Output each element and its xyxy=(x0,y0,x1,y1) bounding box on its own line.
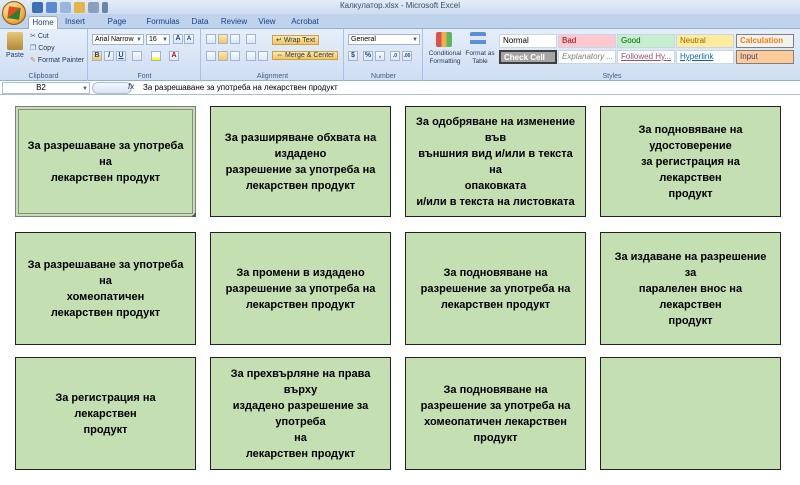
font-group-label: Font xyxy=(137,73,152,80)
office-button[interactable] xyxy=(2,1,26,25)
currency-button[interactable]: $ xyxy=(348,51,358,61)
tile-label: За разрешаване за употреба на лекарствен продукт xyxy=(27,139,184,184)
tile-label: За промени в издадено разрешение за употреба на лекарствен продукт xyxy=(225,266,376,311)
chevron-down-icon: ▼ xyxy=(412,37,418,43)
tile-label: За издаване на разрешение за паралелен внос на лекарствен продукт xyxy=(614,250,767,327)
style-bad[interactable]: Bad xyxy=(558,34,616,48)
chevron-down-icon: ▼ xyxy=(82,86,88,92)
tile-button[interactable] xyxy=(15,232,196,345)
underline-button[interactable]: U xyxy=(116,51,126,61)
shrink-font-button[interactable]: A xyxy=(184,34,194,44)
style-normal[interactable]: Normal xyxy=(499,34,557,48)
percent-button[interactable]: % xyxy=(364,52,372,59)
tile-button[interactable] xyxy=(15,357,196,470)
copy-button[interactable]: ❐ Copy xyxy=(30,45,55,52)
bold-button[interactable]: B xyxy=(92,51,102,61)
style-check-cell[interactable]: Check Cell xyxy=(499,50,557,64)
tile-label: За подновяване на разрешение за употреба на хомеопатичен лекарствен продукт xyxy=(420,383,571,444)
tile-button[interactable] xyxy=(210,106,391,217)
tile-button[interactable] xyxy=(210,357,391,470)
style-good[interactable]: Good xyxy=(617,34,675,48)
orientation-icon[interactable] xyxy=(246,34,256,44)
wrap-text-icon: ↵ xyxy=(276,37,282,44)
tab-formulas[interactable]: Formulas xyxy=(146,17,180,26)
conditional-formatting-icon[interactable] xyxy=(436,32,452,47)
decrease-decimal-button[interactable]: .00 xyxy=(403,53,411,59)
tile-button[interactable] xyxy=(405,357,586,470)
tile-button[interactable] xyxy=(600,106,781,217)
tile-button[interactable] xyxy=(600,232,781,345)
scissors-icon: ✂ xyxy=(30,33,36,40)
increase-indent-icon[interactable] xyxy=(258,51,268,61)
decrease-indent-icon[interactable] xyxy=(246,51,256,61)
styles-group xyxy=(424,29,800,81)
paste-icon[interactable] xyxy=(7,32,23,50)
alignment-group xyxy=(202,29,344,81)
ribbon-tab-bar xyxy=(0,14,800,29)
font-name-select[interactable]: Arial Narrow ▼ xyxy=(92,34,144,45)
tile-button-selected[interactable] xyxy=(15,106,196,217)
tile-label: За регистрация на лекарствен продукт xyxy=(55,391,156,436)
styles-group-label: Styles xyxy=(602,73,622,80)
style-input[interactable]: Input xyxy=(736,50,794,64)
font-group xyxy=(89,29,201,81)
fill-color-icon[interactable] xyxy=(151,51,161,61)
tile-label: За подновяване на удостоверение за регистрация на лекарствен продукт xyxy=(638,123,743,200)
number-group xyxy=(345,29,423,81)
tile-label: За разширяване обхвата на издадено разрешение за употреба на лекарствен продукт xyxy=(224,131,377,192)
font-size-select[interactable]: 16 ▼ xyxy=(146,34,170,45)
ribbon xyxy=(0,29,800,81)
align-right-icon[interactable] xyxy=(230,51,240,61)
title-bar xyxy=(0,0,800,14)
formula-bar-controls[interactable] xyxy=(92,82,135,94)
align-middle-icon[interactable] xyxy=(218,34,228,44)
chevron-down-icon: ▼ xyxy=(136,37,142,43)
name-box[interactable] xyxy=(2,82,90,94)
format-painter-button[interactable]: ✎ Format Painter xyxy=(30,57,85,64)
align-center-icon[interactable] xyxy=(218,51,228,61)
paste-button[interactable]: Paste xyxy=(6,52,24,59)
align-top-icon[interactable] xyxy=(206,34,216,44)
window-title: Калкулатор.xlsx - Microsoft Excel xyxy=(340,1,460,10)
format-as-table-icon[interactable] xyxy=(470,32,486,47)
style-explanatory[interactable]: Explanatory ... xyxy=(558,50,616,64)
tab-view[interactable]: View xyxy=(258,17,276,26)
resize-handle[interactable] xyxy=(191,212,196,217)
alignment-group-label: Alignment xyxy=(256,73,289,80)
italic-button[interactable]: I xyxy=(104,51,114,61)
tab-data[interactable]: Data xyxy=(191,17,209,26)
tab-review[interactable]: Review xyxy=(220,17,248,26)
insert-function-button[interactable]: fx xyxy=(128,82,135,91)
tile-button[interactable] xyxy=(405,106,586,217)
chevron-down-icon: ▼ xyxy=(162,37,168,43)
tile-label: За разрешаване за употреба на хомеопатичен лекарствен продукт xyxy=(27,258,184,319)
tile-button[interactable] xyxy=(600,357,781,470)
tab-home[interactable]: Home xyxy=(28,16,58,29)
grow-font-button[interactable]: A xyxy=(173,34,183,44)
wrap-text-button[interactable]: ↵ Wrap Text xyxy=(272,35,319,45)
align-bottom-icon[interactable] xyxy=(230,34,240,44)
style-hyperlink[interactable]: Hyperlink xyxy=(676,50,734,64)
tile-button[interactable] xyxy=(405,232,586,345)
name-box-value: B2 xyxy=(36,83,46,92)
formula-bar xyxy=(0,81,800,95)
cut-button[interactable]: ✂ Cut xyxy=(30,33,49,40)
borders-icon[interactable] xyxy=(132,51,142,61)
merge-icon: ⇔ xyxy=(276,52,283,59)
brush-icon: ✎ xyxy=(30,57,36,64)
tile-label: За прехвърляне на права върху издадено разрешение за употреба на лекарствен продукт xyxy=(230,367,371,460)
increase-decimal-button[interactable]: .0 xyxy=(390,51,400,61)
tab-insert[interactable]: Insert xyxy=(64,17,85,26)
tile-button[interactable] xyxy=(210,232,391,345)
tile-label: За одобряване на изменение във външния вид и/или в текста на опаковката и/или в текста на листовката xyxy=(416,115,575,208)
style-calculation[interactable]: Calculation xyxy=(736,34,794,48)
format-as-table-button[interactable]: Format as Table xyxy=(465,50,495,65)
align-left-icon[interactable] xyxy=(206,51,216,61)
tab-acrobat[interactable]: Acrobat xyxy=(291,17,319,26)
font-color-button[interactable]: A xyxy=(169,51,179,61)
clipboard-group xyxy=(0,29,88,81)
style-followed-hyperlink[interactable]: Followed Hy... xyxy=(617,50,675,64)
copy-icon: ❐ xyxy=(30,45,37,52)
number-group-label: Number xyxy=(371,73,396,80)
number-format-select[interactable]: General ▼ xyxy=(348,34,420,45)
tab-page-layout[interactable]: Page xyxy=(107,17,127,26)
office-logo-icon xyxy=(7,6,21,20)
conditional-formatting-button[interactable]: Conditional Formatting xyxy=(428,50,462,65)
style-neutral[interactable]: Neutral xyxy=(676,34,734,48)
formula-input[interactable]: За разрешаване за употреба на лекарствен продукт xyxy=(143,83,338,92)
comma-button[interactable]: , xyxy=(375,51,385,61)
tile-label: За подновяване на разрешение за употреба на лекарствен продукт xyxy=(420,266,571,311)
worksheet[interactable] xyxy=(0,95,800,485)
clipboard-group-label: Clipboard xyxy=(28,73,59,80)
merge-center-button[interactable]: ⇔ Merge & Center xyxy=(272,51,338,60)
